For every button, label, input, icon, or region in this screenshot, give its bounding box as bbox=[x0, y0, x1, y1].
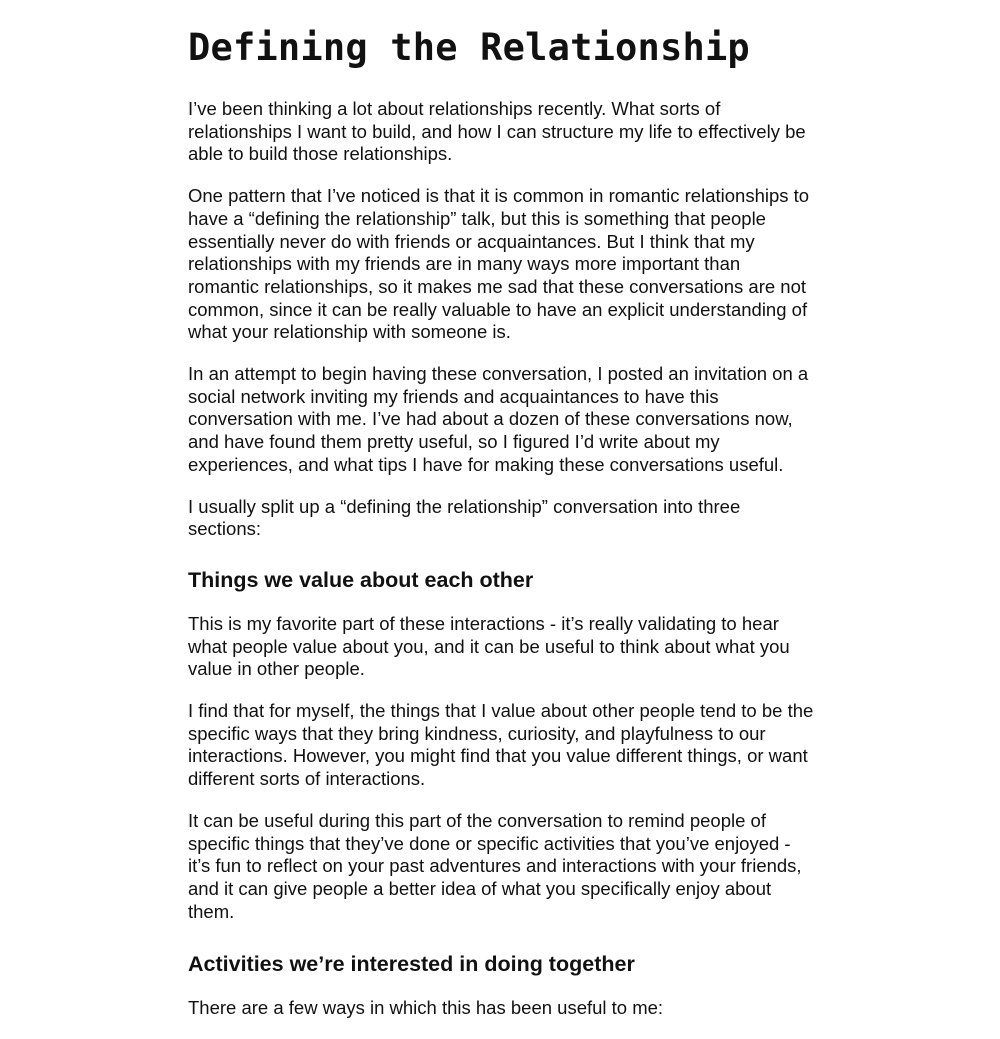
intro-paragraph: I usually split up a “defining the relationship” conversation into three sections: bbox=[188, 495, 741, 540]
article bbox=[188, 26, 816, 1039]
section-paragraph: There are a few ways in which this has been useful to me: bbox=[188, 997, 664, 1019]
page-title: Defining the Relationship bbox=[188, 26, 750, 69]
section-paragraph: This is my favorite part of these interactions - it’s really validating to hear what people value about you, and it can be useful to think about what you value in other people. bbox=[188, 612, 790, 680]
section-heading-values: Things we value about each other bbox=[188, 567, 534, 592]
intro-paragraph: I’ve been thinking a lot about relationships recently. What sorts of relationships I want to build, and how I can structure my life to effectively be able to build those relationships. bbox=[188, 98, 806, 165]
section-heading-activities: Activities we’re interested in doing together bbox=[188, 952, 635, 977]
intro-paragraph: In an attempt to begin having these conversation, I posted an invitation on a social network inviting my friends and acquaintances to have this conversation with me. I’ve had about a dozen of these conversations now, and have found them pretty useful, so I figured I’d write about my experiences, and what tips I have for making these conversations useful. bbox=[188, 363, 809, 475]
intro-paragraph: One pattern that I’ve noticed is that it is common in romantic relationships to have a “defining the relationship” talk, but this is something that people essentially never do with friends or acquaintances. But I think that my relationships with my friends are in many ways more important than romantic relationships, so it makes me sad that these conversations are not common, since it can be really valuable to have an explicit understanding of what your relationship with someone is. bbox=[188, 185, 810, 343]
section-paragraph: It can be useful during this part of the conversation to remind people of specific things that they’ve done or specific activities that you’ve enjoyed - it’s fun to reflect on your past adventures and interactions with your friends, and it can give people a better idea of what you specifically enjoy about them. bbox=[188, 809, 802, 922]
section-paragraph: I find that for myself, the things that I value about other people tend to be the specific ways that they bring kindness, curiosity, and playfulness to our interactions. However, you might find that you value different things, or want different sorts of interactions. bbox=[188, 700, 814, 790]
